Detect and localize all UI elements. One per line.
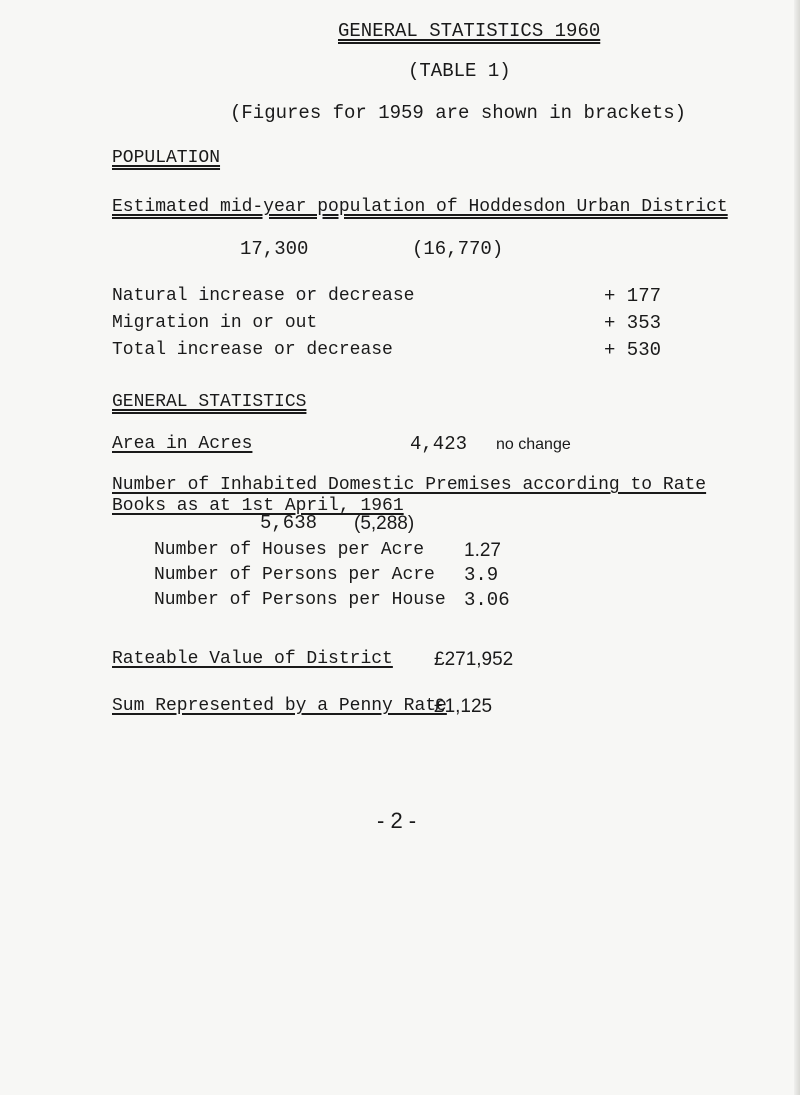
persons-per-house-value: 3.06 xyxy=(464,589,510,611)
population-estimate-prev: (16,770) xyxy=(412,238,504,260)
population-estimate-value: 17,300 xyxy=(240,238,309,260)
total-increase-value: + 530 xyxy=(604,339,662,361)
premises-label-line2: Books as at 1st April, 1961 xyxy=(112,496,404,516)
houses-per-acre-value: 1.27 xyxy=(464,540,501,561)
page-title: GENERAL STATISTICS 1960 xyxy=(338,20,601,42)
population-estimate-label: Estimated mid-year population of Hoddesdon Urban District xyxy=(112,197,728,217)
area-value: 4,423 xyxy=(410,433,468,455)
total-increase-label: Total increase or decrease xyxy=(112,340,393,360)
premises-value: 5,638 xyxy=(260,512,318,534)
page-number: - 2 - xyxy=(377,808,417,833)
natural-increase-label: Natural increase or decrease xyxy=(112,286,415,306)
brackets-note: (Figures for 1959 are shown in brackets) xyxy=(230,102,687,124)
general-statistics-heading: GENERAL STATISTICS xyxy=(112,392,307,412)
rateable-value-label: Rateable Value of District xyxy=(112,649,393,669)
migration-value: + 353 xyxy=(604,312,662,334)
table-label: (TABLE 1) xyxy=(408,60,511,82)
population-heading: POPULATION xyxy=(112,148,221,168)
premises-prev: (5,288) xyxy=(354,513,415,534)
persons-per-acre-value: 3.9 xyxy=(464,564,499,586)
persons-per-acre-label: Number of Persons per Acre xyxy=(154,565,435,585)
migration-label: Migration in or out xyxy=(112,313,318,333)
page-edge-shadow xyxy=(794,0,800,1095)
rateable-value: £271,952 xyxy=(434,649,514,670)
persons-per-house-label: Number of Persons per House xyxy=(154,590,446,610)
penny-rate-label: Sum Represented by a Penny Rate xyxy=(112,696,447,716)
penny-rate-value: £1,125 xyxy=(434,696,493,717)
area-note: no change xyxy=(496,436,571,453)
premises-label-line1: Number of Inhabited Domestic Premises according to Rate xyxy=(112,475,707,495)
natural-increase-value: + 177 xyxy=(604,285,662,307)
area-label: Area in Acres xyxy=(112,434,253,454)
houses-per-acre-label: Number of Houses per Acre xyxy=(154,540,425,560)
